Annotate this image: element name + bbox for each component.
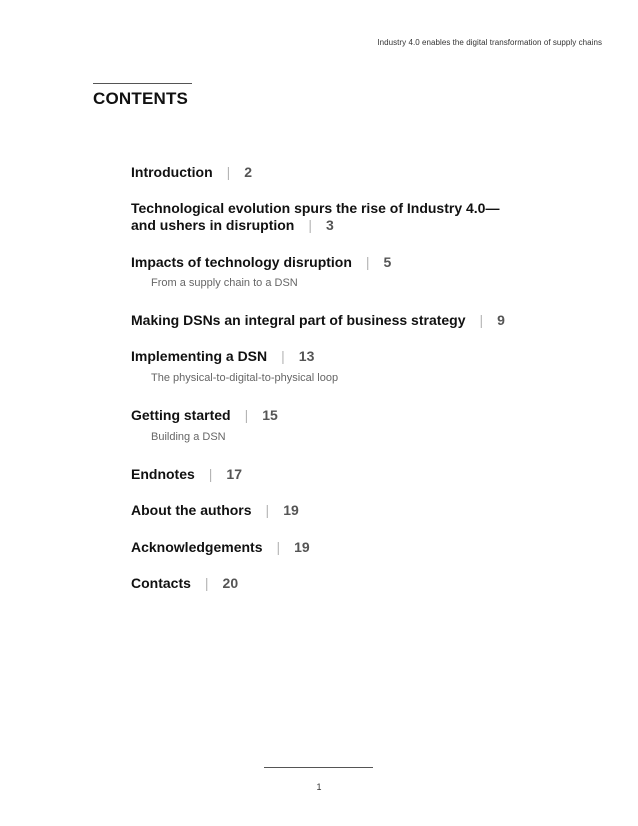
toc-entry-impacts-of-technology-disruption[interactable] <box>131 253 391 271</box>
toc-entry-title: Acknowledgements <box>131 539 263 555</box>
footer-rule <box>264 767 373 768</box>
toc-page-number: 17 <box>226 466 242 482</box>
toc-entry-contacts[interactable] <box>131 574 238 592</box>
toc-entry-about-the-authors[interactable] <box>131 501 299 519</box>
toc-separator: | <box>479 312 484 328</box>
toc-page-number: 3 <box>326 217 334 233</box>
toc-entry-title: Making DSNs an integral part of business strategy <box>131 312 466 328</box>
toc-entry-title: Getting started <box>131 407 231 423</box>
toc-separator: | <box>265 502 270 518</box>
toc-entry-title-line-1: Technological evolution spurs the rise of Industry 4.0— <box>131 200 500 216</box>
toc-page-number: 19 <box>283 502 299 518</box>
running-header: Industry 4.0 enables the digital transformation of supply chains <box>377 38 602 47</box>
toc-page-number: 20 <box>222 575 239 591</box>
contents-title-rule <box>93 83 192 84</box>
toc-subentry-supply-chain-to-dsn[interactable]: From a supply chain to a DSN <box>151 277 298 289</box>
toc-entry-title: About the authors <box>131 502 252 518</box>
toc-page-number: 2 <box>244 164 253 180</box>
toc-entry-technological-evolution-continued[interactable] <box>131 216 334 234</box>
toc-entry-acknowledgements[interactable] <box>131 538 310 556</box>
toc-subentry-building-a-dsn[interactable]: Building a DSN <box>151 431 226 443</box>
toc-separator: | <box>208 466 213 482</box>
toc-entry-getting-started[interactable] <box>131 406 278 424</box>
contents-title: CONTENTS <box>93 89 189 108</box>
toc-entry-title: Contacts <box>131 575 191 591</box>
toc-page-number: 5 <box>383 254 392 270</box>
toc-page-number: 19 <box>294 539 310 555</box>
toc-separator: | <box>365 254 370 270</box>
toc-entry-title: Introduction <box>131 164 213 180</box>
toc-entry-title: Endnotes <box>131 466 195 482</box>
toc-entry-technological-evolution[interactable] <box>131 199 499 217</box>
toc-entry-introduction[interactable] <box>131 163 252 181</box>
toc-separator: | <box>244 407 249 423</box>
toc-separator: | <box>281 348 285 364</box>
toc-entry-endnotes[interactable] <box>131 465 242 483</box>
toc-entry-title-line-2: and ushers in disruption <box>131 217 295 233</box>
toc-entry-title: Implementing a DSN <box>131 348 268 364</box>
toc-entry-making-dsns-integral[interactable] <box>131 311 505 329</box>
toc-page-number: 15 <box>262 407 278 423</box>
toc-page-number: 13 <box>298 348 315 364</box>
page-number: 1 <box>316 782 322 792</box>
toc-entry-title: Impacts of technology disruption <box>131 254 352 270</box>
toc-separator: | <box>308 217 312 233</box>
toc-separator: | <box>204 575 209 591</box>
toc-subentry-physical-digital-loop[interactable]: The physical-to-digital-to-physical loop <box>151 372 339 384</box>
toc-entry-implementing-a-dsn[interactable] <box>131 347 314 365</box>
toc-separator: | <box>226 164 231 180</box>
toc-separator: | <box>276 539 281 555</box>
toc-page-number: 9 <box>497 312 505 328</box>
